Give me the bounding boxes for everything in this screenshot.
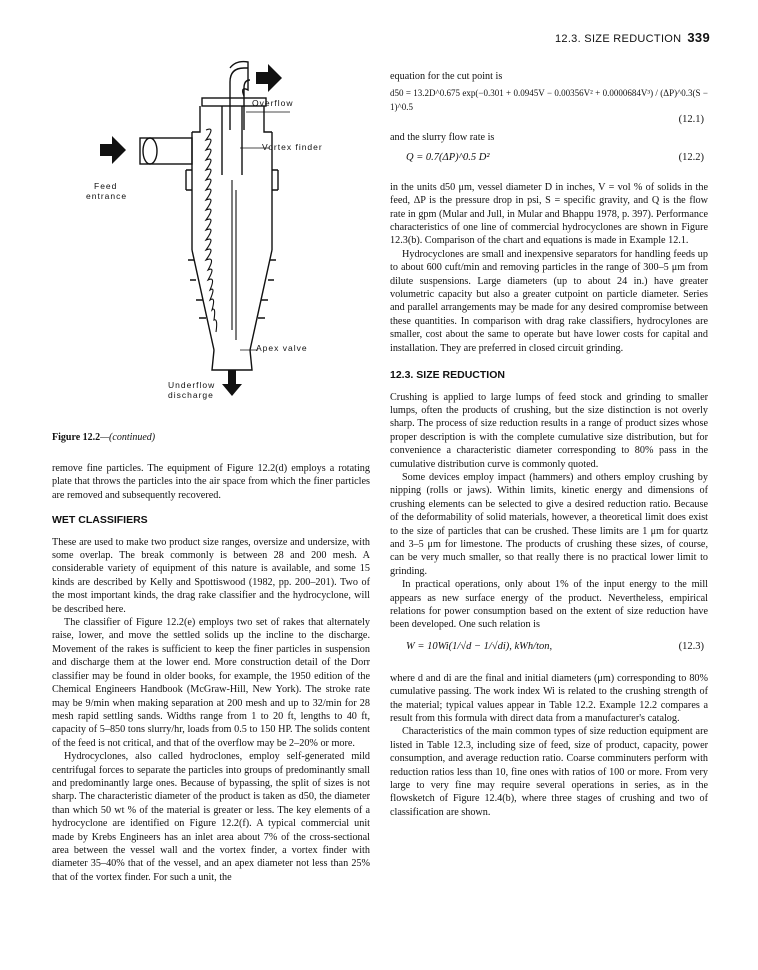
heading-wet-classifiers: WET CLASSIFIERS bbox=[52, 514, 148, 527]
hydrocyclone-figure bbox=[0, 0, 360, 420]
left-column bbox=[52, 462, 370, 884]
header-section: 12.3. SIZE REDUCTION bbox=[554, 33, 682, 45]
label-underflow: Underflow bbox=[168, 380, 216, 390]
left-paragraph-1: remove fine particles. The equipment of Figure 12.2(d) employs a rotating plate that throws the particles into the air space from which the finer particles are removed and subsequently recovered. bbox=[52, 463, 370, 501]
left-paragraph-4: Hydrocyclones, also called hydroclones, employ self-generated mild centrifugal forces to separate the particles into groups of predominantly small and predominantly large ones. Because of bypassing, the split of sizes is not sharp. The characteristic diameter of the product is taken as d50, the diameter than which 50 wt % of the material is greater or less. The key elements of a hydrocyclone are identified on Figure 12.2(f). A typical commercial unit made by Krebs Engineers has an inlet area about 7% of the cross-sectional area between the vessel wall and the vortex finder, a vortex finder with diameter 35–40% that of the vessel, and an apex diameter not less than 25% that of the vortex finder. For such a unit, the bbox=[52, 751, 370, 883]
equation-12-2 bbox=[390, 151, 708, 177]
label-apex-valve: Apex valve bbox=[256, 343, 308, 353]
right-paragraph-4: Hydrocyclones are small and inexpensive separators for handling feeds up to about 600 cuft/min and removing particles in the range of 300–5 μm from dilute suspensions. Large diameters (up to about 24 in.) have greater volumetric capacity but also a greater cutpoint on particle diameter. Series and parallel arrangements may be made for any desired compromise between these quantities. In comparison with drag rake classifiers, hydrocylones are smaller, cost about the same to operate but have lower costs for capital and installation. They are preferred in closed circuit grinding. bbox=[390, 248, 708, 354]
equation-12-1-number: (12.1) bbox=[678, 114, 704, 126]
label-overflow: Overflow bbox=[252, 98, 294, 108]
label-feed: Feed bbox=[94, 181, 118, 191]
caption-number: Figure 12.2 bbox=[52, 432, 101, 443]
equation-12-3-text: W = 10Wi(1/√d − 1/√di), kWh/ton, bbox=[406, 640, 553, 652]
right-paragraph-7: In practical operations, only about 1% of the input energy to the mill appears as new surface energy of the product. Nevertheless, empirical relations for power consumption based on the extent of size reduction have been developed. One such relation is bbox=[390, 579, 708, 631]
left-paragraph-3: The classifier of Figure 12.2(e) employs two set of rakes that alternately raise, lower, and move the settled solids up the incline to the discharge. Movement of the rakes is sufficient to keep the finer particles in suspension and discharge them at the lower end. More construction detail of the Dorr classifier may be found in older books, for example, the 1950 edition of the Chemical Engineers Handbook (McGraw-Hill, New York). The stroke rate may be 9/min when making separation at 200 mesh and up to 32/min for 28 mesh rapid settling sands. Widths range from 1 to 20 ft, lengths to 40 ft, capacity of 5–850 tons slurry/hr, loads from 0.5 to 150 HP. The solids content of the feed is not critical, and that of the overflow may be 2–20% or more. bbox=[52, 617, 370, 749]
equation-12-1 bbox=[390, 87, 708, 127]
label-vortex-finder: Vortex finder bbox=[262, 142, 323, 152]
equation-12-2-text: Q = 0.7(ΔP)^0.5 D² bbox=[406, 151, 490, 163]
label-entrance: entrance bbox=[86, 191, 128, 201]
running-header bbox=[555, 30, 710, 45]
equation-12-3-number: (12.3) bbox=[678, 640, 704, 652]
right-paragraph-2: and the slurry flow rate is bbox=[390, 132, 495, 144]
right-paragraph-9: Characteristics of the main common types of size reduction equipment are listed in Table 12.3, including size of feed, size of product, capacity, power consumption, and average reduction ratio. Coarse comminuters perform with reduction ratios less than 10, fine ones with ratios of 100 or more. From very large to very fine may require several operations in series, as in the flowsketch of Figure 12.4(b), where three stages of crushing and two of classification are shown. bbox=[390, 726, 708, 818]
right-paragraph-8: where d and di are the final and initial diameters (μm) corresponding to 80% cumulative passing. The work index Wi is related to the crushing strength of the material; typical values appear in Table 12.2. Example 12.2 compares a result from this formula with direct data from a manufacturer's catalog. bbox=[390, 672, 708, 725]
equation-12-3 bbox=[390, 640, 708, 666]
right-column bbox=[390, 70, 708, 819]
equation-12-1-text: d50 = 13.2D^0.675 exp(−0.301 + 0.0945V − 0.00356V² + 0.0000684V³) / (ΔP)^0.3(S − 1)^0.5 bbox=[390, 88, 708, 112]
right-paragraph-5: Crushing is applied to large lumps of feed stock and grinding to smaller lumps, often the products of crushing, but the size distinction is not overly sharp. The process of size reduction results in a range of product sizes whose proper description is with the complete cumulative size distribution, but for convenience a characteristic diameter corresponding to 80% pass in the cumulative distribution curve is commonly quoted. bbox=[390, 391, 708, 470]
right-paragraph-3: in the units d50 μm, vessel diameter D in inches, V = vol % of solids in the feed, ΔP is the pressure drop in psi, S = specific gravity, and Q is the flow rate in gpm (Mular and Jull, in Mular and Bhappu 1978, p. 397). Performance characteristics of one line of commercial hydrocyclones are shown in Figure 12.3(b). Comparison of the chart and equations is made in Example 12.1. bbox=[390, 181, 708, 247]
right-paragraph-6: Some devices employ impact (hammers) and others employ crushing by nipping (rolls or jaws). Within limits, kinetic energy and dimensions of crushing elements can be selected to give a desired reduction ratio. Because of the deformability of solid materials, however, a theoretical limit does exist to the size of particles that can be crushed. These limits are 1 μm for quartz and 3–5 μm for limestone. The products of crushing these sizes, of course, can be very much smaller, so that really there is no practical lower limit to grinding. bbox=[390, 471, 708, 577]
label-discharge: discharge bbox=[168, 390, 214, 400]
figure-caption bbox=[52, 432, 155, 443]
caption-rest: —(continued) bbox=[100, 432, 156, 443]
page-number: 339 bbox=[687, 30, 710, 45]
equation-12-2-number: (12.2) bbox=[678, 151, 704, 163]
left-paragraph-2: These are used to make two product size ranges, oversize and undersize, with some overlap. The break commonly is between 28 and 200 mesh. A considerable variety of equipment of this nature is available, and some 15 kinds are described by Kelly and Spottiswood (1982, pp. 200–201). Two of the most important kinds, the drag rake classifier and the hydrocyclone, will be described here. bbox=[52, 536, 370, 615]
right-paragraph-1: equation for the cut point is bbox=[390, 71, 503, 82]
heading-size-reduction: 12.3. SIZE REDUCTION bbox=[390, 369, 505, 382]
